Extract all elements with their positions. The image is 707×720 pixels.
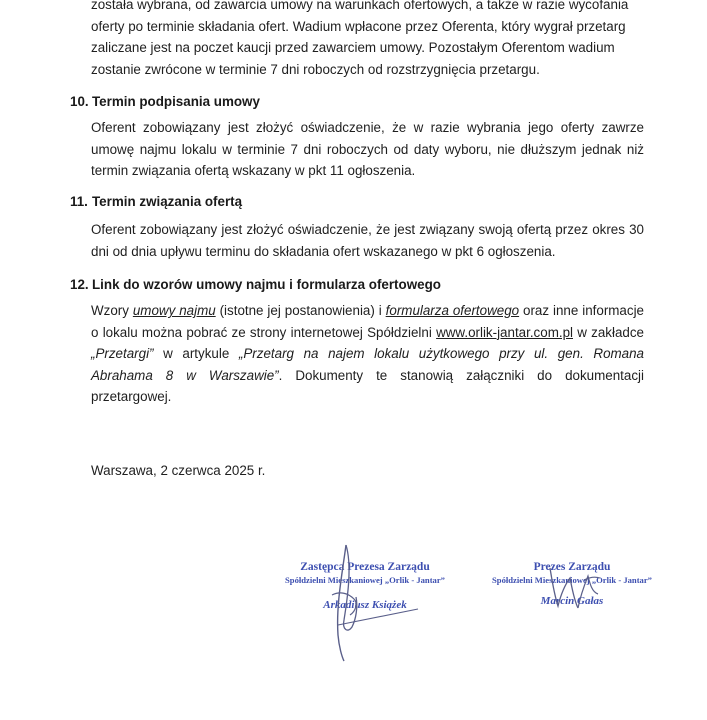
section-12-text-part: (istotne jej postanowienia) i xyxy=(215,303,386,318)
website-link[interactable]: www.orlik-jantar.com.pl xyxy=(436,324,573,340)
section-12-text-part: Wzory xyxy=(91,303,133,318)
section-11-title: Termin związania ofertą xyxy=(92,194,243,209)
tab-name: „Przetargi” xyxy=(91,346,154,361)
section-12-text-part: . Dokumenty te stanowią załączniki do dokumentacji przetargowej. xyxy=(91,367,644,404)
section-11-text: Oferent zobowiązany jest złożyć oświadczenie, że jest związany swoją ofertą przez okres 30 dni od dnia upływu terminu do składania ofert wskazanego w pkt 6 ogłoszenia. xyxy=(91,222,644,259)
section-12-number: 12. xyxy=(70,277,89,292)
section-10-title: Termin podpisania umowy xyxy=(92,94,260,109)
section-12-text xyxy=(91,300,644,408)
article-title: „Przetarg na najem lokalu użytkowego przy ul. gen. Romana Abrahama 8 w Warszawie” xyxy=(91,346,645,383)
signature-president xyxy=(540,560,610,620)
section-12-heading xyxy=(70,276,441,294)
document-date: Warszawa, 2 czerwca 2025 r. xyxy=(91,463,266,478)
intro-line-3: zaliczane jest na poczet kaucji przed zawarciem umowy. Pozostałym Oferentom wadium xyxy=(91,40,615,55)
intro-paragraph xyxy=(91,0,644,80)
section-11-number: 11. xyxy=(70,194,88,209)
section-12-title: Link do wzorów umowy najmu i formularza ofertowego xyxy=(92,277,441,292)
stamp-name: Arkadiusz Książek xyxy=(323,599,407,611)
section-12-text-part: oraz inne informacje o lokalu można pobrać ze strony internetowej Spółdzielni xyxy=(91,303,644,340)
stamp-name: Marcin Gałas xyxy=(540,595,604,607)
intro-line-4: zostanie zwrócone w terminie 7 dni roboczych od rozstrzygnięcia przetargu. xyxy=(91,61,540,77)
section-12-text-part: w zakładce xyxy=(573,324,645,340)
section-10-number: 10. xyxy=(70,94,89,109)
lease-agreement-link[interactable]: umowy najmu xyxy=(132,303,216,318)
signature-vice-president xyxy=(318,535,428,665)
offer-form-link[interactable]: formularza ofertowego xyxy=(385,303,520,318)
intro-line-2: oferty po terminie składania ofert. Wadium wpłacone przez Oferenta, który wygrał przetarg xyxy=(91,18,626,34)
intro-line-1: została wybrana, od zawarcia umowy na warunkach ofertowych, a także w razie wycofania xyxy=(91,0,629,12)
stamp-organization: Spółdzielni Mieszkaniowej „Orlik - Jantar” xyxy=(285,575,445,585)
section-10-heading xyxy=(70,93,260,111)
section-10-text: Oferent zobowiązany jest złożyć oświadczenie, że w razie wybrania jego oferty zawrze umowę najmu lokalu w terminie 7 dni roboczych od daty wyboru, nie dłuższym jednak niż termin związania ofertą wskazany w pkt 11 ogłoszenia. xyxy=(91,120,644,178)
stamp-role: Prezes Zarządu xyxy=(533,561,611,573)
section-12-text-part: w artykule xyxy=(153,346,239,361)
section-11-heading xyxy=(70,193,242,211)
stamp-organization: Spółdzielni Mieszkaniowej „Orlik - Jantar” xyxy=(492,575,652,585)
stamp-role: Zastępca Prezesa Zarządu xyxy=(300,561,430,573)
